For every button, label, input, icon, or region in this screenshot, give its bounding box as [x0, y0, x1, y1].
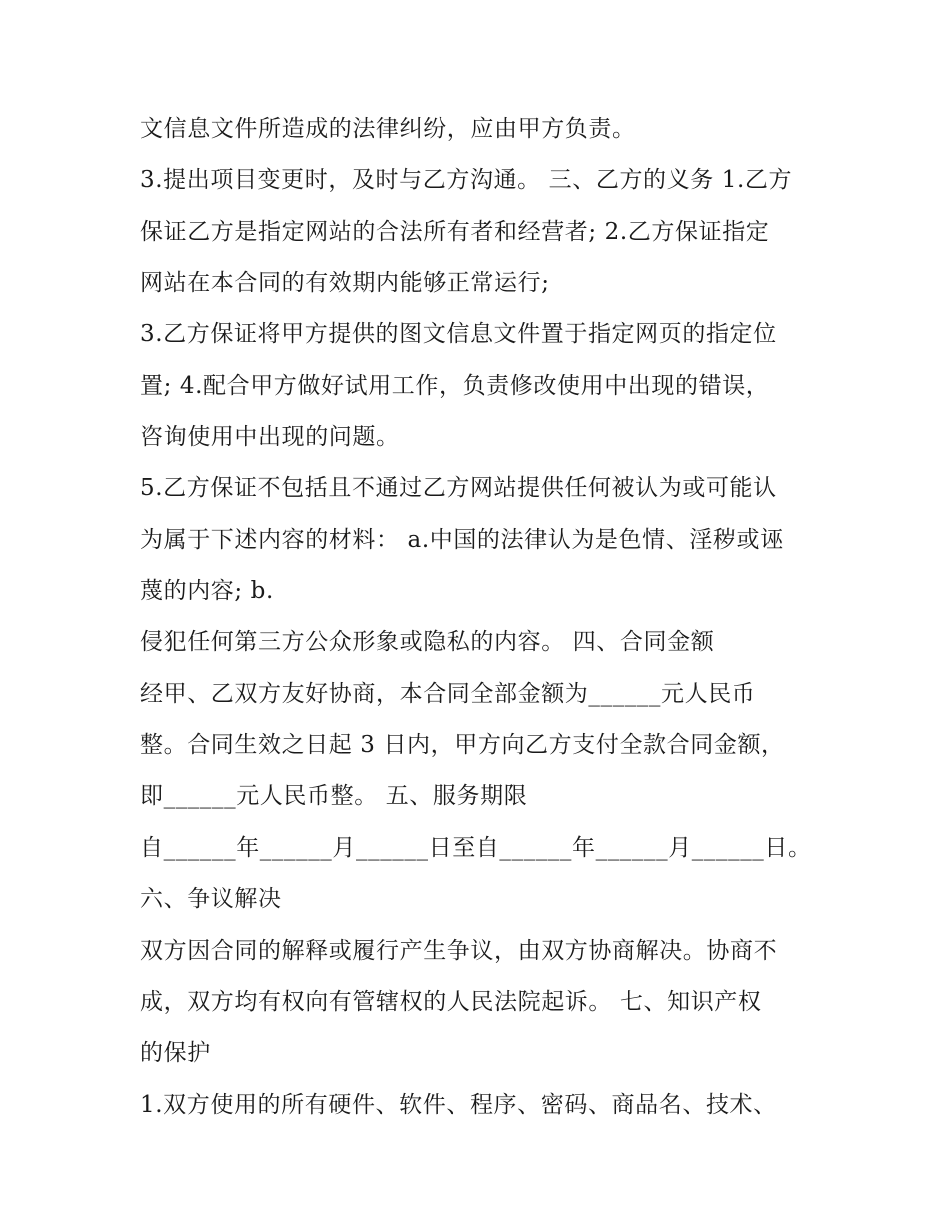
text-line: 文信息文件所造成的法律纠纷，应由甲方负责。: [140, 116, 636, 142]
section-heading: 六、争议解决: [140, 886, 282, 913]
text-line: 3.提出项目变更时，及时与乙方沟通。 三、乙方的义务 1.乙方: [140, 167, 793, 194]
text-line: 蔑的内容; b.: [140, 578, 274, 605]
text-line: 保证乙方是指定网站的合法所有者和经营者; 2.乙方保证指定: [140, 218, 770, 245]
text-line: 即______元人民币整。 五、服务期限: [140, 783, 528, 810]
text-line: 的保护: [140, 1040, 211, 1067]
text-line: 5.乙方保证不包括且不通过乙方网站提供任何被认为或可能认: [140, 475, 777, 502]
text-line: 为属于下述内容的材料： a.中国的法律认为是色情、淫秽或诬: [140, 526, 784, 553]
text-line: 成，双方均有权向有管辖权的人民法院起诉。 七、知识产权: [140, 988, 762, 1015]
text-line: 整。合同生效之日起 3 日内，甲方向乙方支付全款合同金额，: [140, 732, 785, 759]
text-line: 3.乙方保证将甲方提供的图文信息文件置于指定网页的指定位: [140, 321, 777, 348]
text-line: 自______年______月______日至自______年______月______日。: [140, 834, 812, 861]
text-line: 网站在本合同的有效期内能够正常运行;: [140, 270, 550, 297]
text-line: 侵犯任何第三方公众形象或隐私的内容。 四、合同金额: [140, 629, 715, 656]
text-line: 1.双方使用的所有硬件、软件、程序、密码、商品名、技术、: [140, 1091, 777, 1118]
text-line: 置; 4.配合甲方做好试用工作，负责修改使用中出现的错误，: [140, 372, 770, 399]
text-line: 咨询使用中出现的问题。: [140, 424, 400, 451]
text-line: 经甲、乙双方友好协商，本合同全部金额为______元人民币: [140, 680, 756, 707]
contract-text-body: [140, 104, 820, 1131]
text-line: 双方因合同的解释或履行产生争议，由双方协商解决。协商不: [140, 937, 778, 964]
